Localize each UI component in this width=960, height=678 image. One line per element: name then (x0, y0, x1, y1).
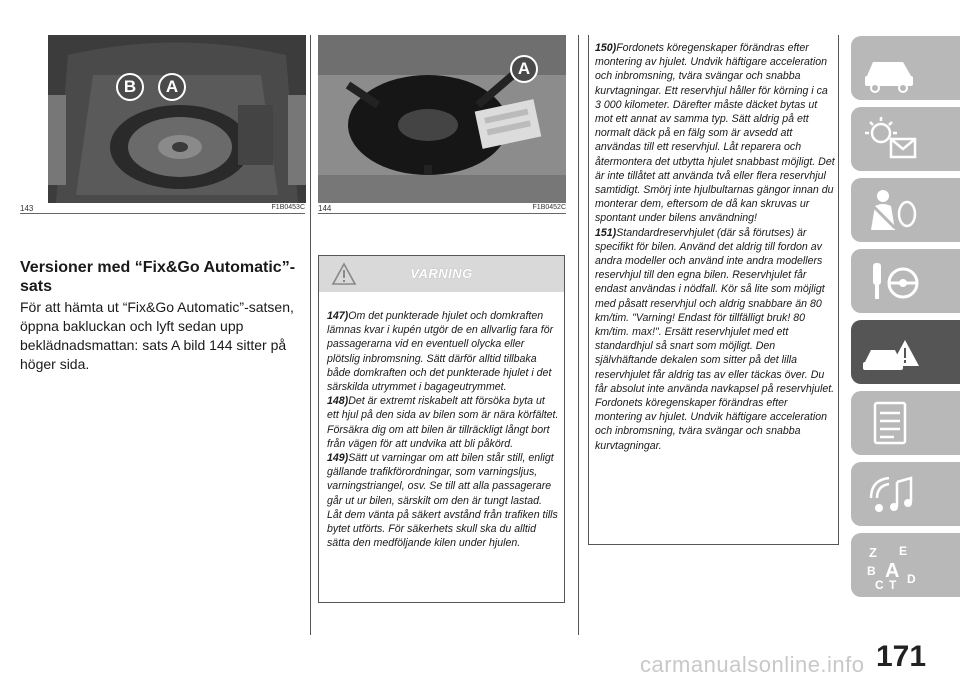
note-text: Om det punkterade hjulet och domkraften lämnas kvar i kupén utgör de en allvarlig fara för passagerarna vid en eventuell olycka eller plötslig inbromsning. Sätt därför alltid tillbaka både domkraften och det punkterade hjulet i det särskilda utrymmet i bagageutrymmet. (327, 310, 554, 394)
note-number: 151) (595, 226, 617, 239)
svg-text:Z: Z (869, 545, 877, 560)
figure-143-caption (20, 204, 305, 213)
seatbelt-airbag-icon (861, 184, 921, 236)
car-breakdown-icon (861, 326, 921, 378)
note-148 (327, 394, 559, 451)
sidebar-tab-safety[interactable] (851, 178, 960, 242)
warning-notes (327, 309, 559, 550)
callout-a: A (158, 73, 186, 101)
warning-title: VARNING (410, 266, 473, 281)
warning-lights-message-icon (861, 113, 921, 165)
maintenance-checklist-icon (861, 397, 921, 449)
sidebar-tab-car-dashboard[interactable] (851, 36, 960, 100)
svg-text:B: B (867, 564, 876, 578)
note-151 (595, 226, 835, 453)
callout-a: A (510, 55, 538, 83)
warning-box-continued (588, 35, 839, 545)
key-steering-wheel-icon (861, 255, 921, 307)
svg-text:A: A (885, 560, 900, 582)
figure-code: F1B0452C (532, 204, 566, 211)
note-number: 148) (327, 395, 349, 408)
note-text: Fordonets köregenskaper förändras efter montering av hjulet. Undvik häftigare acceleration och inbromsning, tvära svängar och snabba kurvtagningar. Ett reservhjul håller för körning i ca 3 000 kilometer. Därefter måste däcket bytas ut mot ett annat av samma typ. Sätt aldrig på ett normalt däck på en fälg som är avsedd att användas till ett reservhjul. Låt reparera och återmontera det utbytta hjulet snabbast möjligt. Det är inte tillåtet att använda två eller flera reservhjul samtidigt. Smörj inte hjulbultarnas gängor innan du monterar dem, eftersom de då kan skruvas ur spontant under bilens användning! (595, 42, 835, 225)
section-body: För att hämta ut “Fix&Go Automatic”-satsen, öppna bakluckan och lyft sedan upp beklädnadsmattan: sats A bild 144 sitter på höger sida. (20, 299, 294, 372)
svg-text:E: E (899, 544, 908, 558)
warning-notes-continued (595, 41, 835, 453)
sidebar-tab-warning-lights[interactable] (851, 107, 960, 171)
note-149 (327, 451, 559, 550)
svg-text:T: T (889, 578, 897, 591)
svg-text:D: D (907, 572, 916, 586)
note-text: Standardreservhjulet (där så förutses) är specifikt för bilen. Använd det aldrig till fordon av andra modeller och använd inte andra modellers reservhjul till den egna bilen. Reservhjulet får endast användas i nödfall. Kör så lite som möjligt med påsatt reservhjul och aldrig snabbare än 80 km/tim. "Varning! Endast för tillfälligt bruk! 80 km/tim. max!". Ersätt reservhjulet med ett standardhjul så snart som möjligt. Den självhäftande dekalen som sitter på det lilla reservhjulet får aldrig tas av eller täckas över. Du får absolut inte använda navkapsel på reservhjulet. Fordonets köregenskaper förändras efter montering av hjulet. Undvik häftigare acceleration och inbromsning, tvära svängar och snabba kurvtagningar. (595, 226, 835, 452)
note-number: 150) (595, 42, 617, 54)
sidebar-tab-index[interactable] (851, 533, 960, 597)
callout-b: B (116, 73, 144, 101)
multimedia-icon (861, 468, 921, 520)
note-text: Sätt ut varningar om att bilen står still, enligt gällande trafikförordningar, som varningsljus, varningstriangel, osv. Se till att alla passagerare går ut ur bilen, särskilt om den är tungt lastad. Låt dem vänta på säkert avstånd från trafiken tills bytet utförts. För säkerhets skull ska du alltid sätta den medföljande kilen under hjulen. (327, 452, 558, 550)
sidebar-tab-starting-driving[interactable] (851, 249, 960, 313)
column-divider-1 (310, 35, 311, 635)
note-147 (327, 309, 559, 394)
page-number: 171 (876, 640, 927, 673)
figure-143-image (48, 35, 306, 203)
note-150 (595, 41, 835, 226)
figure-144-caption-rule (318, 213, 566, 214)
note-text: Det är extremt riskabelt att försöka byta ut ett hjul på den sida av bilen som är nära körfältet. Försäkra dig om att bilen är tillräckligt långt bort från vägen för att undvika att bli påkörd. (327, 395, 559, 450)
svg-text:C: C (875, 578, 884, 591)
figure-143-caption-rule (20, 213, 305, 214)
car-dashboard-icon (861, 42, 921, 94)
watermark: carmanualsonline.info (640, 652, 865, 677)
sidebar-tab-emergency[interactable] (851, 320, 960, 384)
figure-code: F1B0453C (271, 204, 305, 211)
sidebar-tab-multimedia[interactable] (851, 462, 960, 526)
figure-144-caption (318, 204, 566, 213)
figure-144-image (318, 35, 566, 203)
note-number: 149) (327, 452, 349, 465)
figure-number: 143 (20, 204, 34, 213)
warning-box (318, 255, 565, 603)
note-number: 147) (327, 310, 349, 322)
alphabetical-index-icon (861, 539, 921, 591)
warning-header (319, 256, 564, 292)
section-heading: Versioner med “Fix&Go Automatic”-sats (20, 259, 296, 295)
trunk-spare-wheel-illustration (48, 35, 306, 203)
figure-number: 144 (318, 204, 332, 213)
column-divider-2 (578, 35, 579, 635)
sidebar-tab-maintenance[interactable] (851, 391, 960, 455)
